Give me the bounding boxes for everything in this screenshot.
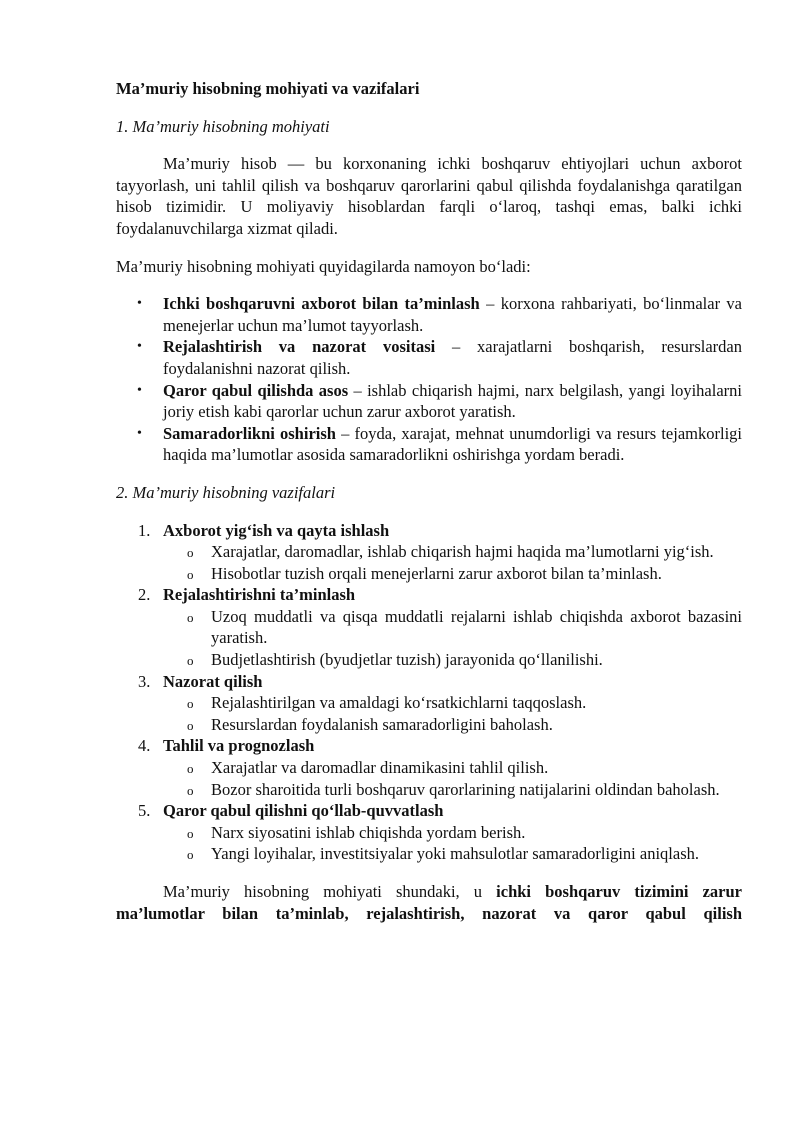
task-number: 5. [138,801,151,821]
bullet-text: – foyda, xarajat, mehnat unumdorligi va resurs tejamkorligi haqida ma’lumotlar asosida samaradorlikni oshirishga yordam beradi. [163,423,742,465]
bullet-bold-text: Samaradorlikni oshirish [163,423,336,443]
bullet-item [116,293,742,336]
essence-bullet-list [116,293,742,466]
task-subitems [163,757,742,800]
task-subitem [163,714,742,736]
bullet-item [116,380,742,423]
conclusion-text: Ma’muriy hisobning mohiyati shundaki, u [163,882,497,901]
circle-bullet-icon: o [187,717,194,733]
task-title: Nazorat qilish [163,671,263,691]
circle-bullet-icon: o [187,653,194,669]
section-2-heading: 2. Ma’muriy hisobning vazifalari [116,482,336,502]
task-subitem-text: Hisobotlar tuzish orqali menejerlarni zarur axborot bilan ta’minlash. [211,563,662,583]
task-subitems [163,606,742,671]
task-subitem [163,757,742,779]
task-subitem-text: Xarajatlar va daromadlar dinamikasini tahlil qilish. [211,758,549,778]
circle-bullet-icon: o [187,566,194,582]
tasks-numbered-list [116,520,742,866]
task-subitem [163,541,742,563]
bullet-bold-text: Ichki boshqaruvni axborot bilan ta’minlash [163,294,480,314]
task-subitem-text: Resurslardan foydalanish samaradorligini baholash. [211,714,553,734]
document-page [116,78,742,924]
bullet-bold-text: Rejalashtirish va nazorat vositasi [163,337,436,357]
task-subitem-text: Uzoq muddatli va qisqa muddatli rejalarni ishlab chiqishda axborot bazasini yaratish. [211,606,742,648]
task-title: Rejalashtirishni ta’minlash [163,585,356,605]
task-item [116,520,742,585]
bullet-text: – korxona rahbariyati, bo‘linmalar va menejerlar uchun ma’lumot tayyorlash. [163,294,742,335]
task-subitem [163,843,742,865]
task-subitem-text: Bozor sharoitida turli boshqaruv qarorlarining natijalarini oldindan baholash. [211,779,720,799]
task-subitems [163,692,742,735]
bullet-item [116,336,742,379]
circle-bullet-icon: o [187,545,194,561]
task-number: 3. [138,671,151,691]
task-subitem [163,563,742,585]
task-subitem [163,692,742,714]
task-title: Axborot yig‘ish va qayta ishlash [163,520,390,540]
task-subitem [163,822,742,844]
task-item [116,671,742,736]
circle-bullet-icon: o [187,825,194,841]
task-subitem-text: Budjetlashtirish (byudjetlar tuzish) jarayonida qo‘llanilishi. [211,650,603,670]
task-title: Qaror qabul qilishni qo‘llab-quvvatlash [163,801,444,821]
circle-bullet-icon: o [187,782,194,798]
section-1-heading: 1. Ma’muriy hisobning mohiyati [116,116,330,136]
task-number: 2. [138,585,151,605]
task-subitem [163,649,742,671]
circle-bullet-icon: o [187,761,194,777]
task-subitem-text: Rejalashtirilgan va amaldagi ko‘rsatkichlarni taqqoslash. [211,693,587,713]
task-subitem [163,779,742,801]
task-subitems [163,822,742,865]
task-title: Tahlil va prognozlash [163,736,315,756]
task-item [116,584,742,670]
bullet-item [116,423,742,466]
task-number: 1. [138,520,151,540]
task-subitem-text: Yangi loyihalar, investitsiyalar yoki mahsulotlar samaradorligini aniqlash. [211,844,699,864]
bullet-text: – ishlab chiqarish hajmi, narx belgilash, yangi loyihalarni joriy etish kabi qarorlar uchun zarur axborot yaratish. [163,380,742,422]
bullet-icon: • [137,425,142,441]
bullet-text: – xarajatlarni boshqarish, resurslardan foydalanishni nazorat qilish. [163,337,742,378]
bullet-bold-text: Qaror qabul qilishda asos [163,380,349,400]
circle-bullet-icon: o [187,609,194,625]
task-subitem-text: Narx siyosatini ishlab chiqishda yordam berish. [211,822,526,842]
task-number: 4. [138,736,151,756]
bullet-icon: • [137,382,142,398]
conclusion-bold-text: ichki boshqaruv tizimini zarur ma’lumotlar bilan ta’minlab, rejalashtirish, nazorat va qaror qabul qilish [116,882,742,923]
task-item [116,735,742,800]
circle-bullet-icon: o [187,847,194,863]
circle-bullet-icon: o [187,696,194,712]
task-subitem [163,606,742,649]
section-1-intro: Ma’muriy hisobning mohiyati quyidagilarda namoyon bo‘ladi: [116,256,531,276]
bullet-icon: • [137,296,142,312]
task-subitems [163,541,742,584]
task-item [116,800,742,865]
document-title: Ma’muriy hisobning mohiyati va vazifalari [116,79,420,98]
conclusion-paragraph [116,881,742,924]
task-subitem-text: Xarajatlar, daromadlar, ishlab chiqarish hajmi haqida ma’lumotlarni yig‘ish. [211,542,714,562]
section-1-paragraph: Ma’muriy hisob — bu korxonaning ichki boshqaruv ehtiyojlari uchun axborot tayyorlash, uni tahlil qilish va boshqaruv qarorlarini qabul qilishda foydalanishga qaratilgan hisob tizimidir. U moliyaviy hisoblardan farqli o‘laroq, tashqi emas, balki ichki foydalanuvchilarga xizmat qiladi. [116,154,742,238]
bullet-icon: • [137,339,142,355]
